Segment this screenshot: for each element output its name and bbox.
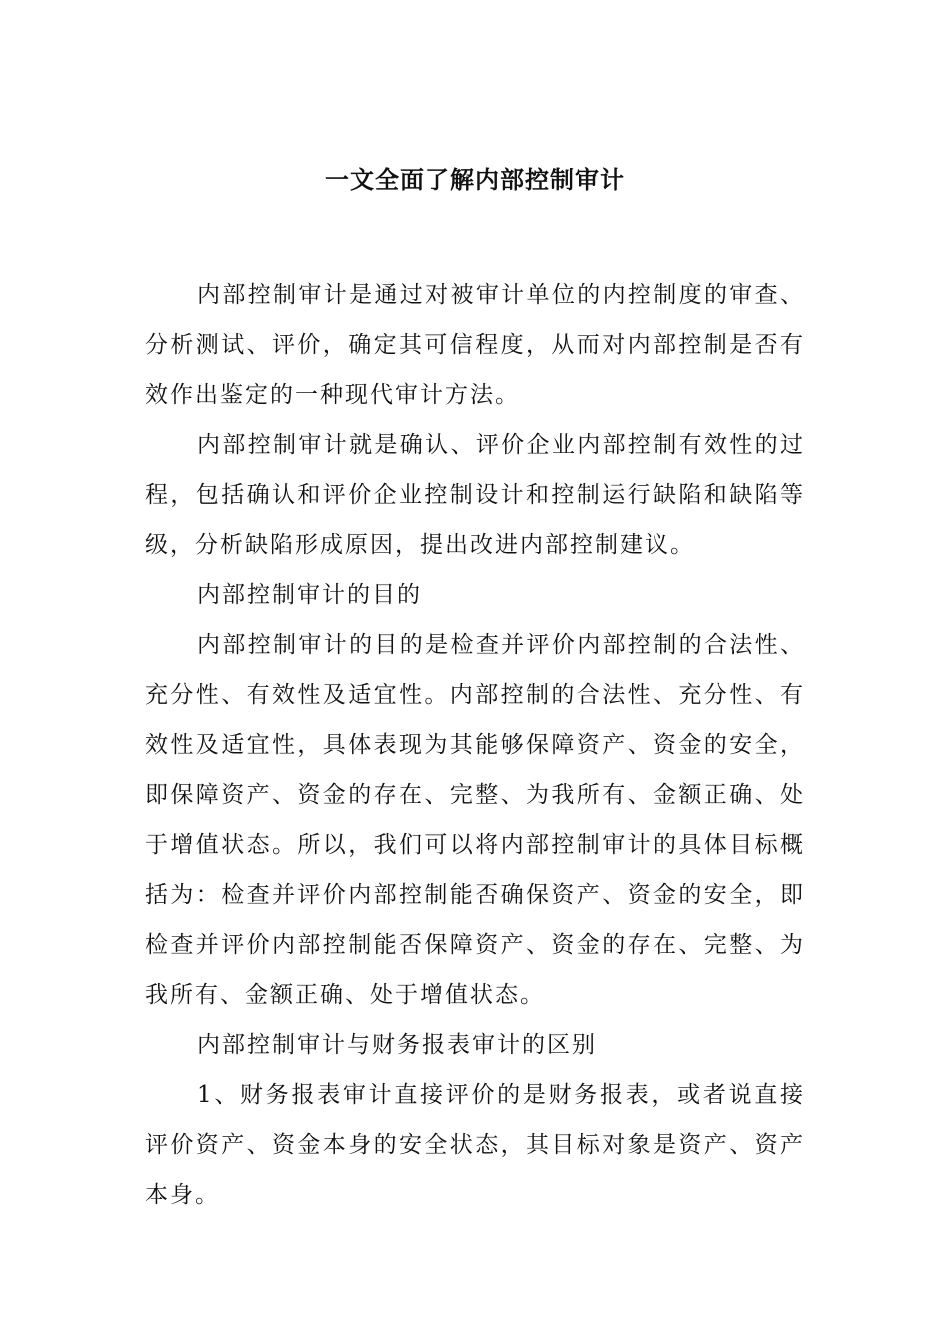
paragraph-process: 内部控制审计就是确认、评价企业内部控制有效性的过程，包括确认和评价企业控制设计和控制运行缺陷和缺陷等级，分析缺陷形成原因，提出改进内部控制建议。 [145,432,805,558]
section-heading-purpose: 内部控制审计的目的 [197,582,422,608]
paragraph-definition: 内部控制审计是通过对被审计单位的内控制度的审查、分析测试、评价，确定其可信程度，从而对内部控制是否有效作出鉴定的一种现代审计方法。 [145,282,805,408]
document-title: 一文全面了解内部控制审计 [325,165,625,194]
document-body [145,270,805,1220]
section-heading-difference: 内部控制审计与财务报表审计的区别 [197,1032,597,1058]
paragraph-purpose: 内部控制审计的目的是检查并评价内部控制的合法性、充分性、有效性及适宜性。内部控制的合法性、充分性、有效性及适宜性，具体表现为其能够保障资产、资金的安全，即保障资产、资金的存在、完整、为我所有、金额正确、处于增值状态。所以，我们可以将内部控制审计的具体目标概括为：检查并评价内部控制能否确保资产、资金的安全，即检查并评价内部控制能否保障资产、资金的存在、完整、为我所有、金额正确、处于增值状态。 [145,632,805,1008]
paragraph-difference-1: 1、财务报表审计直接评价的是财务报表，或者说直接评价资产、资金本身的安全状态，其目标对象是资产、资产本身。 [145,1082,805,1208]
